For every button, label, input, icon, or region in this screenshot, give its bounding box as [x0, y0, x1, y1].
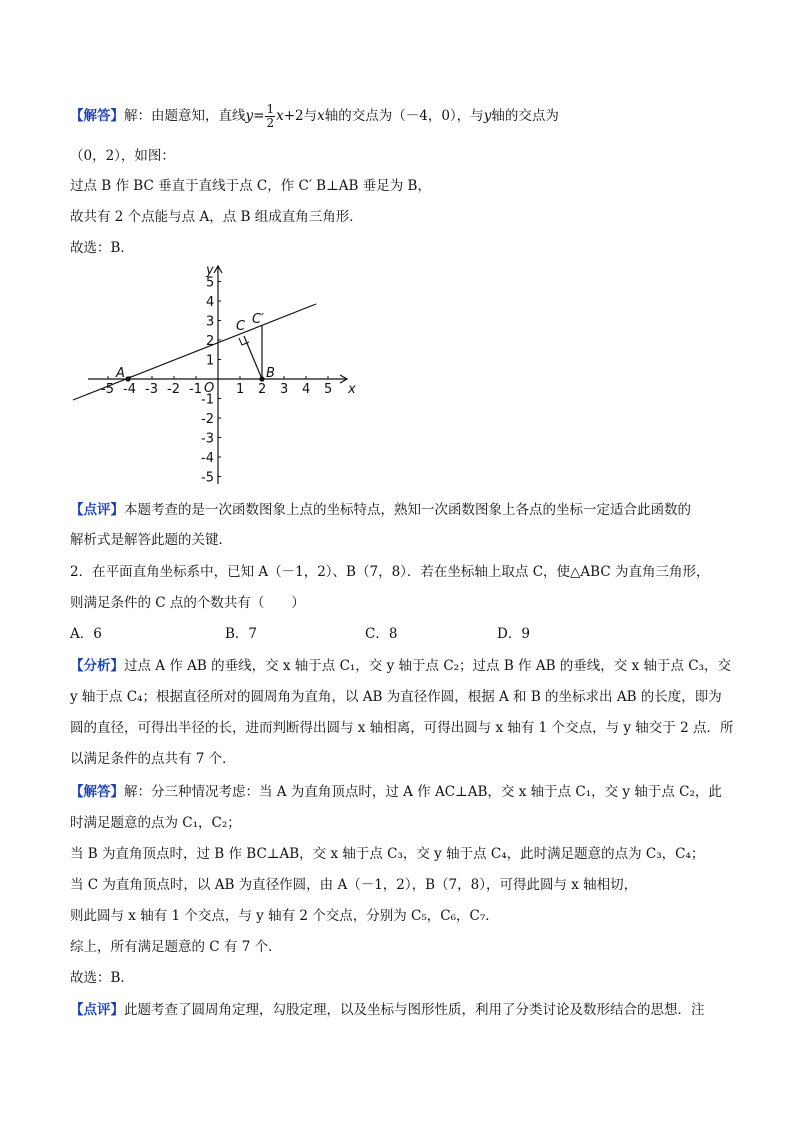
y-tick-label: -5	[201, 470, 214, 486]
point-b-dot	[259, 376, 264, 381]
origin-label: O	[204, 381, 215, 396]
analysis-line-4: 以满足条件的点共有 7 个．	[70, 751, 236, 767]
comment2-tag: 【点评】	[70, 1002, 124, 1018]
x-tick-label: -3	[145, 382, 158, 397]
point-a-label: A	[116, 366, 125, 381]
answer-line-4: 故共有 2 个点能与点 A，点 B 组成直角三角形．	[70, 209, 363, 225]
answer-line-1: 【解答】解：由题意知，直线y= $\frac{1}{2}$ x+2与x轴的交点为（－4，0），与y轴的交点为	[70, 102, 559, 130]
point-c-label: C	[236, 319, 246, 334]
answer-line-3: 过点 B 作 BC 垂直于直线于点 C，作 C′ B⊥AB 垂足为 B，	[70, 178, 431, 194]
x-tick-label: -5	[101, 382, 114, 397]
point-b-label: B	[266, 366, 275, 381]
solution-line-1: 【解答】解：分三种情况考虑：当 A 为直角顶点时，过 A 作 AC⊥AB，交 x 轴于点 C₁，交 y 轴于点 C₂，此	[70, 784, 722, 800]
answer-line-5: 故选：B．	[70, 240, 134, 256]
answer-tag: 【解答】	[70, 108, 124, 124]
x-tick-label: 1	[236, 382, 245, 397]
solution-line-4: 当 C 为直角顶点时，以 AB 为直径作圆，由 A（－1，2），B（7，8），可得此圆与 x 轴相切，	[70, 877, 638, 893]
solution-line-5: 则此圆与 x 轴有 1 个交点，与 y 轴有 2 个交点，分别为 C₅，C₆，C₇．	[70, 908, 499, 924]
x-tick-label: 2	[258, 382, 267, 397]
option-a: A．6	[70, 626, 102, 642]
y-axis-label: y	[206, 263, 214, 278]
y-tick-label: 5	[206, 275, 215, 291]
analysis-line-3: 圆的直径，可得出半径的长，进而判断得出圆与 x 轴相离，可得出圆与 x 轴有 1 个交点，与 y 轴交于 2 点．所	[70, 720, 734, 736]
analysis-line-2: y 轴于点 C₄；根据直径所对的圆周角为直角，以 AB 为直径作圆，根据 A 和 B 的坐标求出 AB 的长度，即为	[70, 689, 722, 705]
comment2-line-1: 【点评】此题考查了圆周角定理，勾股定理，以及坐标与图形性质，利用了分类讨论及数形结合的思想．注	[70, 1002, 705, 1018]
y-tick-label: 4	[206, 295, 215, 310]
answer-line-2: （0，2），如图：	[70, 148, 175, 164]
analysis-line-1: 【分析】过点 A 作 AB 的垂线，交 x 轴于点 C₁，交 y 轴于点 C₂；过点 B 作 AB 的垂线，交 x 轴于点 C₃，交	[70, 658, 732, 674]
y-tick-label: -1	[201, 392, 214, 408]
comment-tag: 【点评】	[70, 502, 124, 518]
solution-tag: 【解答】	[70, 784, 124, 800]
x-tick-label: -1	[189, 382, 202, 397]
solution-line-2: 时满足题意的点为 C₁，C₂；	[70, 815, 241, 831]
x-tick-label: 5	[324, 382, 333, 397]
y-tick-label: -2	[201, 412, 214, 427]
x-tick-label: -2	[167, 382, 180, 397]
comment-line-1: 【点评】本题考查的是一次函数图象上点的坐标特点，熟知一次函数图象上各点的坐标一定适合此函数的	[70, 502, 691, 518]
solution-line-6: 综上，所有满足题意的 C 有 7 个．	[70, 939, 282, 955]
x-tick-label: 3	[280, 382, 289, 397]
x-axis-label: x	[348, 382, 356, 397]
point-a-dot	[125, 376, 130, 381]
point-c-prime-label: C′	[252, 312, 265, 327]
y-tick-label: 2	[206, 334, 215, 349]
y-tick-label: 1	[206, 353, 215, 369]
x-tick-label: -4	[123, 382, 136, 397]
y-tick-label: -4	[201, 451, 214, 466]
comment-line-2: 解析式是解答此题的关键．	[70, 532, 232, 548]
analysis-tag: 【分析】	[70, 658, 124, 674]
x-tick-label: 4	[302, 382, 311, 397]
y-tick-label: -3	[201, 431, 214, 447]
solution-line-3: 当 B 为直角顶点时，过 B 作 BC⊥AB，交 x 轴于点 C₃，交 y 轴于点 C₄，此时满足题意的点为 C₃，C₄；	[70, 846, 705, 862]
question-2-line-1: 2．在平面直角坐标系中，已知 A（－1，2）、B（7，8）．若在坐标轴上取点 C，使△ABC 为直角三角形，	[70, 564, 710, 580]
fraction-one-half: $\frac{1}{2}$	[266, 102, 275, 130]
question-2-line-2: 则满足条件的 C 点的个数共有（ ）	[70, 595, 305, 611]
option-d: D．9	[497, 626, 530, 642]
coordinate-graph	[68, 262, 368, 492]
option-c: C．8	[365, 626, 398, 642]
solution-line-7: 故选：B．	[70, 970, 134, 986]
option-b: B．7	[225, 626, 258, 642]
y-tick-label: 3	[206, 314, 215, 330]
